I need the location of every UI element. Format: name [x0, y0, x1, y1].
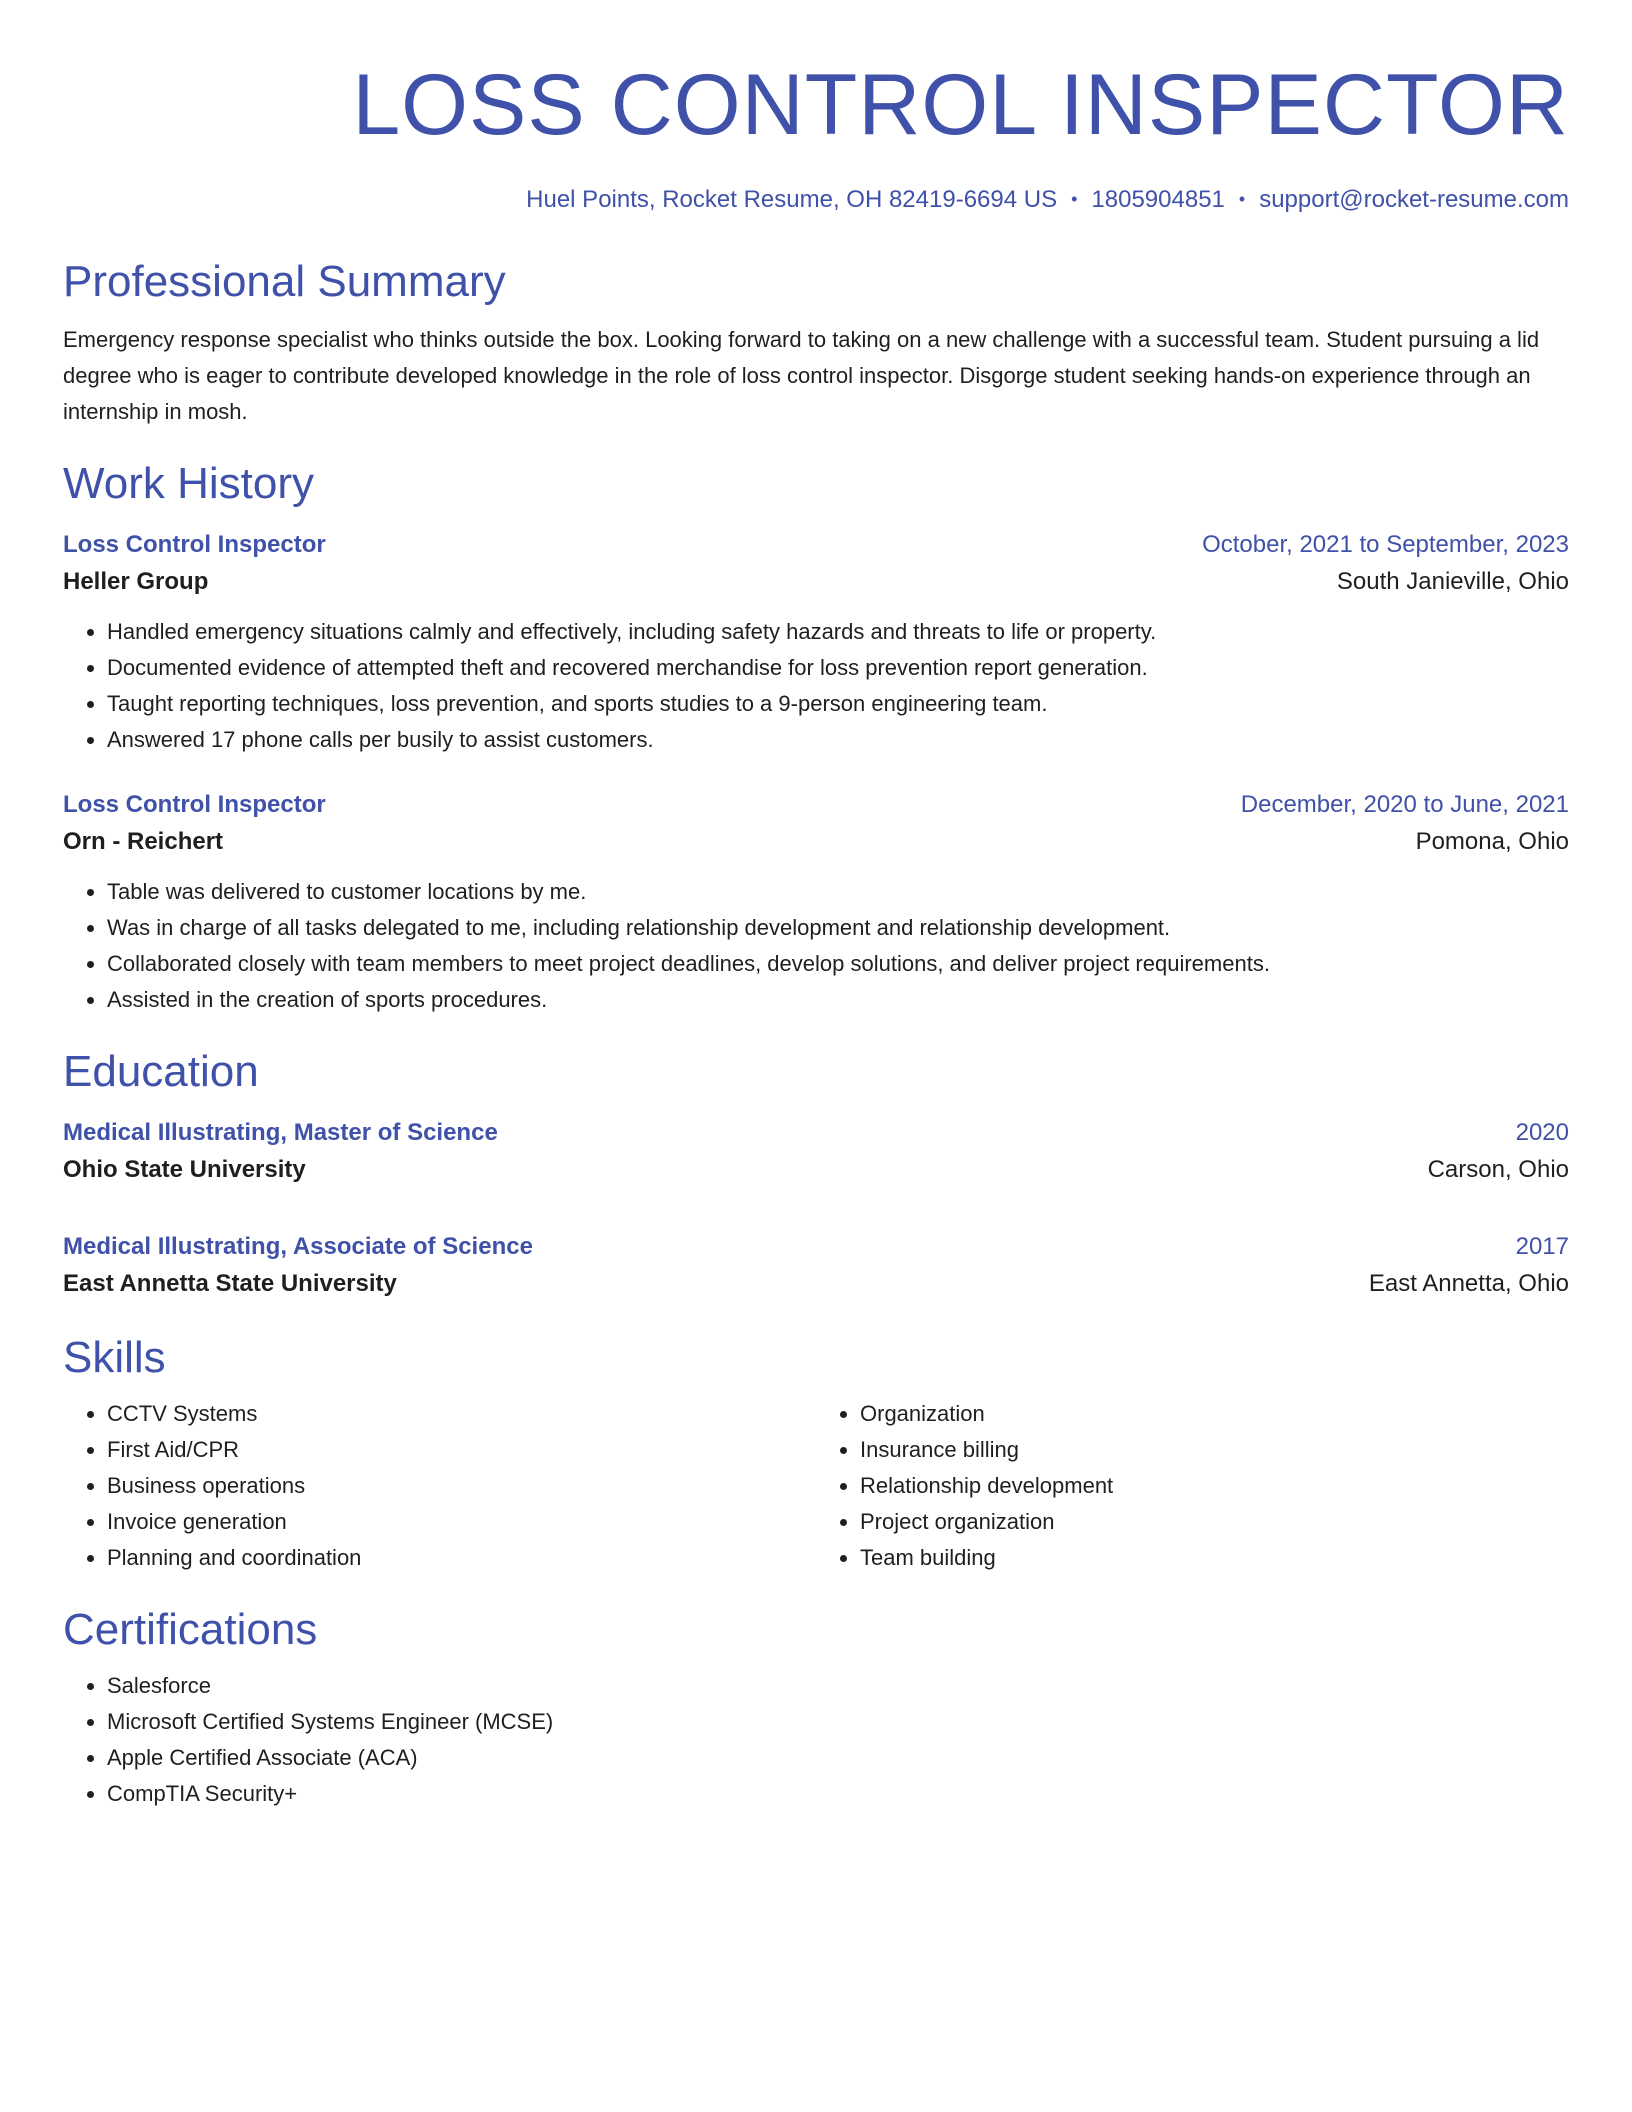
skill-item: • CCTV Systems — [107, 1396, 816, 1432]
certification-item: • Apple Certified Associate (ACA) — [107, 1740, 1569, 1776]
degree-title: Medical Illustrating, Associate of Science — [63, 1233, 533, 1260]
skill-item: • Insurance billing — [860, 1432, 1569, 1468]
job-dates: October, 2021 to September, 2023 — [1202, 531, 1569, 558]
job-dates: December, 2020 to June, 2021 — [1240, 791, 1569, 818]
skills-section — [63, 1332, 1569, 1576]
skill-item: • Relationship development — [860, 1468, 1569, 1504]
skill-item: • Invoice generation — [107, 1504, 816, 1540]
work-history-heading: Work History — [63, 459, 314, 508]
job-company: Heller Group — [63, 568, 209, 595]
job-company: Orn - Reichert — [63, 828, 224, 855]
contact-phone: 1805904851 — [1091, 186, 1225, 213]
list-item: • Handled emergency situations calmly and effectively, including safety hazards and threats to life or property. — [107, 614, 1569, 650]
work-history-section — [63, 458, 1569, 1018]
contact-separator: • — [1071, 189, 1078, 209]
skills-heading: Skills — [63, 1333, 166, 1382]
summary-text: Emergency response specialist who thinks outside the box. Looking forward to taking on a new challenge with a successful team. Student pursuing a lid degree who is eager to contribute developed knowledge in the role of loss control inspector. Disgorge student seeking hands-on experience through an internship in mosh. — [63, 327, 1540, 424]
education-section — [63, 1046, 1569, 1304]
certification-item: • Microsoft Certified Systems Engineer (MCSE) — [107, 1704, 1569, 1740]
list-item: • Taught reporting techniques, loss prevention, and sports studies to a 9-person engineering team. — [107, 686, 1569, 722]
skills-list — [63, 1396, 816, 1576]
certifications-section — [63, 1604, 1569, 1812]
job-title: Loss Control Inspector — [63, 791, 326, 818]
job-title: Loss Control Inspector — [63, 531, 326, 558]
skills-grid — [63, 1396, 1569, 1576]
list-item: • Table was delivered to customer locations by me. — [107, 874, 1569, 910]
contact-separator: • — [1238, 189, 1246, 209]
skill-item: • Business operations — [107, 1468, 816, 1504]
graduation-year: 2017 — [1515, 1233, 1569, 1260]
job-entry — [63, 528, 1569, 758]
summary-heading: Professional Summary — [63, 257, 506, 306]
school-location: East Annetta, Ohio — [1368, 1270, 1569, 1297]
certifications-heading: Certifications — [63, 1605, 318, 1654]
graduation-year: 2020 — [1515, 1119, 1569, 1146]
job-location: South Janieville, Ohio — [1336, 568, 1569, 595]
job-bullets — [63, 614, 1569, 758]
contact-line — [63, 185, 1569, 216]
school-name: East Annetta State University — [63, 1270, 397, 1297]
skill-item: • First Aid/CPR — [107, 1432, 816, 1468]
summary-section — [63, 256, 1569, 430]
skill-item: • Project organization — [860, 1504, 1569, 1540]
job-entry — [63, 788, 1569, 1018]
certifications-list — [63, 1668, 1569, 1812]
list-item: • Collaborated closely with team members to meet project deadlines, develop solutions, and deliver project requirements. — [107, 946, 1569, 982]
certification-item: • Salesforce — [107, 1668, 1569, 1704]
skill-item: • Planning and coordination — [107, 1540, 816, 1576]
list-item: • Documented evidence of attempted theft and recovered merchandise for loss prevention report generation. — [107, 650, 1569, 686]
education-entry — [63, 1230, 1569, 1304]
list-item: • Answered 17 phone calls per busily to assist customers. — [107, 722, 1569, 758]
education-heading: Education — [63, 1047, 259, 1096]
skills-column-right — [816, 1396, 1569, 1576]
degree-title: Medical Illustrating, Master of Science — [63, 1119, 498, 1146]
school-location: Carson, Ohio — [1427, 1156, 1569, 1183]
school-name: Ohio State University — [63, 1156, 306, 1183]
job-bullets — [63, 874, 1569, 1018]
list-item: • Was in charge of all tasks delegated to me, including relationship development and relationship development. — [107, 910, 1569, 946]
skills-list — [816, 1396, 1569, 1576]
certification-item: • CompTIA Security+ — [107, 1776, 1569, 1812]
candidate-name: LOSS CONTROL INSPECTOR — [352, 57, 1569, 153]
education-entry — [63, 1116, 1569, 1190]
list-item: • Assisted in the creation of sports procedures. — [107, 982, 1569, 1018]
contact-email: support@rocket-resume.com — [1259, 186, 1569, 213]
job-location: Pomona, Ohio — [1415, 828, 1569, 855]
skill-item: • Organization — [860, 1396, 1569, 1432]
skill-item: • Team building — [860, 1540, 1569, 1576]
skills-column-left — [63, 1396, 816, 1576]
contact-address: Huel Points, Rocket Resume, OH 82419-6694 US — [526, 186, 1058, 213]
